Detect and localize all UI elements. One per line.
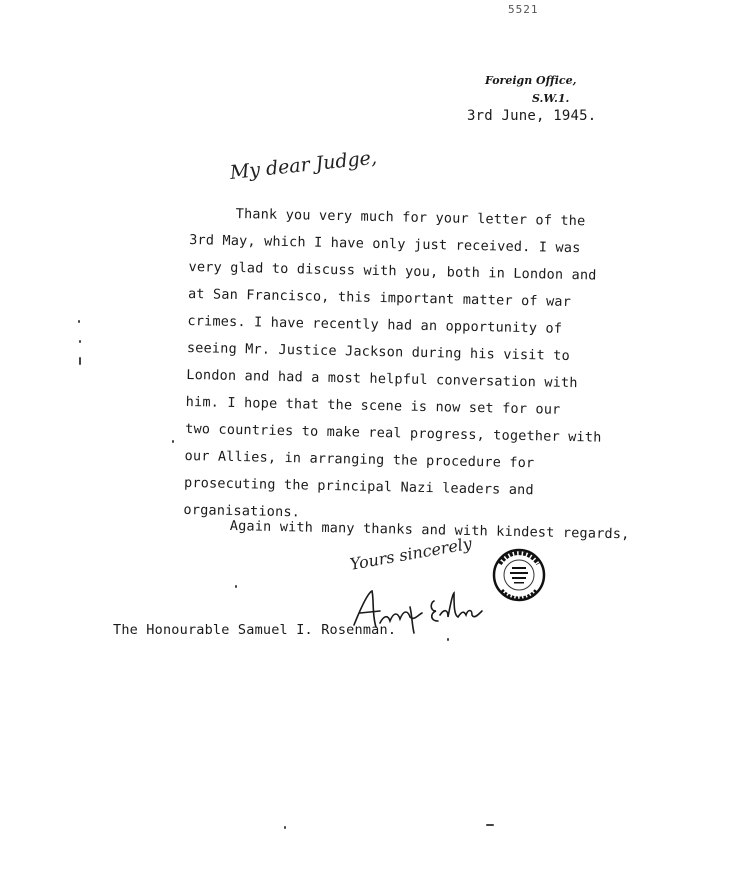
seal-stamp-image xyxy=(492,548,546,602)
address-line-1: Foreign Office, xyxy=(485,74,577,87)
handwritten-salutation: My dear Judge, xyxy=(228,146,378,184)
body-line: him. I hope that the scene is now set for our xyxy=(185,393,561,418)
body-line: organisations. xyxy=(183,501,301,521)
letter-body xyxy=(183,200,610,533)
address-line-2: S.W.1. xyxy=(532,92,570,105)
archive-mark: 5521 xyxy=(508,3,539,16)
recipient-line: The Honourable Samuel I. Rosenman. xyxy=(113,622,397,638)
paper-speck xyxy=(486,824,494,826)
body-line: 3rd May, which I have only just received. I was xyxy=(188,231,581,257)
paper-speck xyxy=(78,320,80,323)
letter-date: 3rd June, 1945. xyxy=(467,108,597,124)
body-line: crimes. I have recently had an opportunity of xyxy=(187,312,563,337)
paper-speck xyxy=(79,357,81,365)
body-line: London and had a most helpful conversation with xyxy=(186,366,578,392)
paper-speck xyxy=(284,826,286,829)
body-line: two countries to make real progress, together with xyxy=(185,420,602,446)
body-line: at San Francisco, this important matter of war xyxy=(187,285,572,311)
body-line: prosecuting the principal Nazi leaders and xyxy=(183,474,534,499)
paper-speck xyxy=(172,440,174,443)
handwritten-signoff: Yours sincerely xyxy=(348,533,474,574)
body-line: our Allies, in arranging the procedure for xyxy=(184,447,535,472)
body-line: Thank you very much for your letter of the xyxy=(235,205,586,230)
body-line: seeing Mr. Justice Jackson during his visit to xyxy=(186,339,571,364)
paper-speck xyxy=(447,638,449,641)
paper-speck xyxy=(235,585,237,588)
paper-speck xyxy=(79,340,81,343)
closing-line: Again with many thanks and with kindest regards, xyxy=(229,518,630,543)
body-line: very glad to discuss with you, both in London and xyxy=(188,258,597,284)
letterhead-address xyxy=(485,72,576,108)
